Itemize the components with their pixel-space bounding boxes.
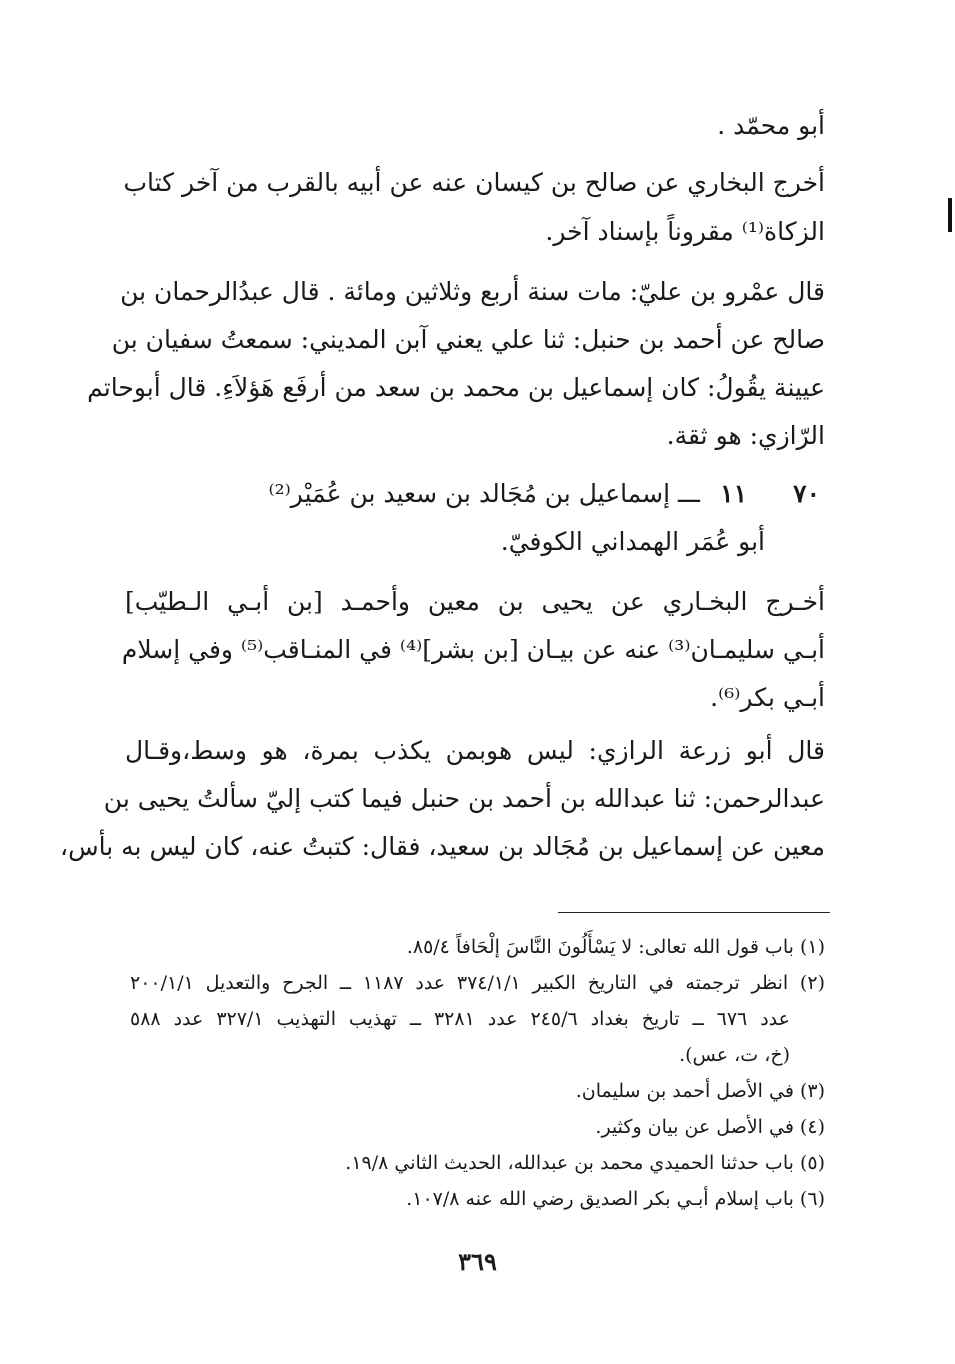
footnote-divider (558, 912, 830, 913)
page-number: ٣٦٩ (458, 1247, 497, 1276)
footnote: (٦) باب إسلام أبـي بكر الصديق رضي الله عنه ١٠٧/٨. (406, 1188, 825, 1210)
entry-title: ـــ إسماعيل بن مُجَالد بن سعيد بن عُمَيْر⁽²⁾ (268, 479, 700, 508)
footnote: (٣) في الأصل أحمد بن سليمان. (575, 1080, 825, 1102)
paragraph-line: أخرج البخاري عن صالح بن كيسان عنه عن أبيه بالقرب من آخر كتاب (123, 168, 825, 197)
footnote: (١) باب قول الله تعالى: لا يَسْأَلُونَ النَّاسَ إلْحَافاً ٨٥/٤. (406, 936, 825, 958)
footnote: عدد ٦٧٦ ــ تاريخ بغداد ٢٤٥/٦ عدد ٣٢٨١ ــ تهذيب التهذيب ٣٢٧/١ عدد ٥٨٨ (130, 1008, 790, 1030)
paragraph-line: صالح عن أحمد بن حنبل: ثنا علي يعني آبن المديني: سمعتُ سفيان بن (111, 325, 825, 354)
paragraph-line: عيينة يقُولُ: كان إسماعيل بن محمد بن سعد من أرفَع هَؤلاَءِ. قال أبوحاتم (87, 373, 825, 402)
paragraph-line: قال أبو زرعة الرازي: ليس هوبمن يكذب بمرة، هو وسط،وقـال (125, 736, 825, 765)
entry-number: ٧٠ (793, 479, 820, 508)
footnote: (٢) انظر ترجمته في التاريخ الكبير ٣٧٤/١/١ عدد ١١٨٧ ــ الجرح والتعديل ٢٠٠/١/١ (130, 972, 825, 994)
paragraph-line: أخـرج البخـاري عن يحيى بن معين وأحمـد [بن أبـي الـطيّب] (125, 587, 825, 616)
entry-kunya: أبو عُمَر الهمداني الكوفيّ. (500, 527, 765, 556)
paragraph-line: معين عن إسماعيل بن مُجَالد بن سعيد، فقال: كتبتُ عنه، كان ليس به بأس، (60, 832, 825, 861)
paragraph-line: أبـي سليمـان⁽³⁾ عنه عن بيـان [بن بشر]⁽⁴⁾ في المنـاقب⁽⁵⁾ وفي إسلام (121, 635, 825, 664)
entry-sub-number: ١١ (720, 479, 747, 508)
margin-mark (948, 198, 952, 232)
paragraph-line: الزكاة⁽¹⁾ مقروناً بإسناد آخر. (545, 217, 825, 246)
footnote: (خ، ت، عس). (679, 1044, 790, 1066)
paragraph-line: الرّازي: هو ثقة. (666, 421, 825, 450)
paragraph-line: عبدالرحمن: ثنا عبدالله بن أحمد بن حنبل فيما كتب إليّ سألتُ يحيى بن (103, 784, 825, 813)
footnote: (٥) باب حدثنا الحميدي محمد بن عبدالله، الحديث الثاني ١٩/٨. (345, 1152, 825, 1174)
paragraph-line: قال عمْرو بن عليّ: مات سنة أربع وثلاثين ومائة . قال عبدُالرحمان بن (120, 277, 825, 306)
footnote: (٤) في الأصل عن بيان وكثير. (595, 1116, 825, 1138)
paragraph-line: أبو محمّد . (717, 111, 825, 140)
paragraph-line: أبـي بكر⁽⁶⁾. (710, 683, 825, 712)
